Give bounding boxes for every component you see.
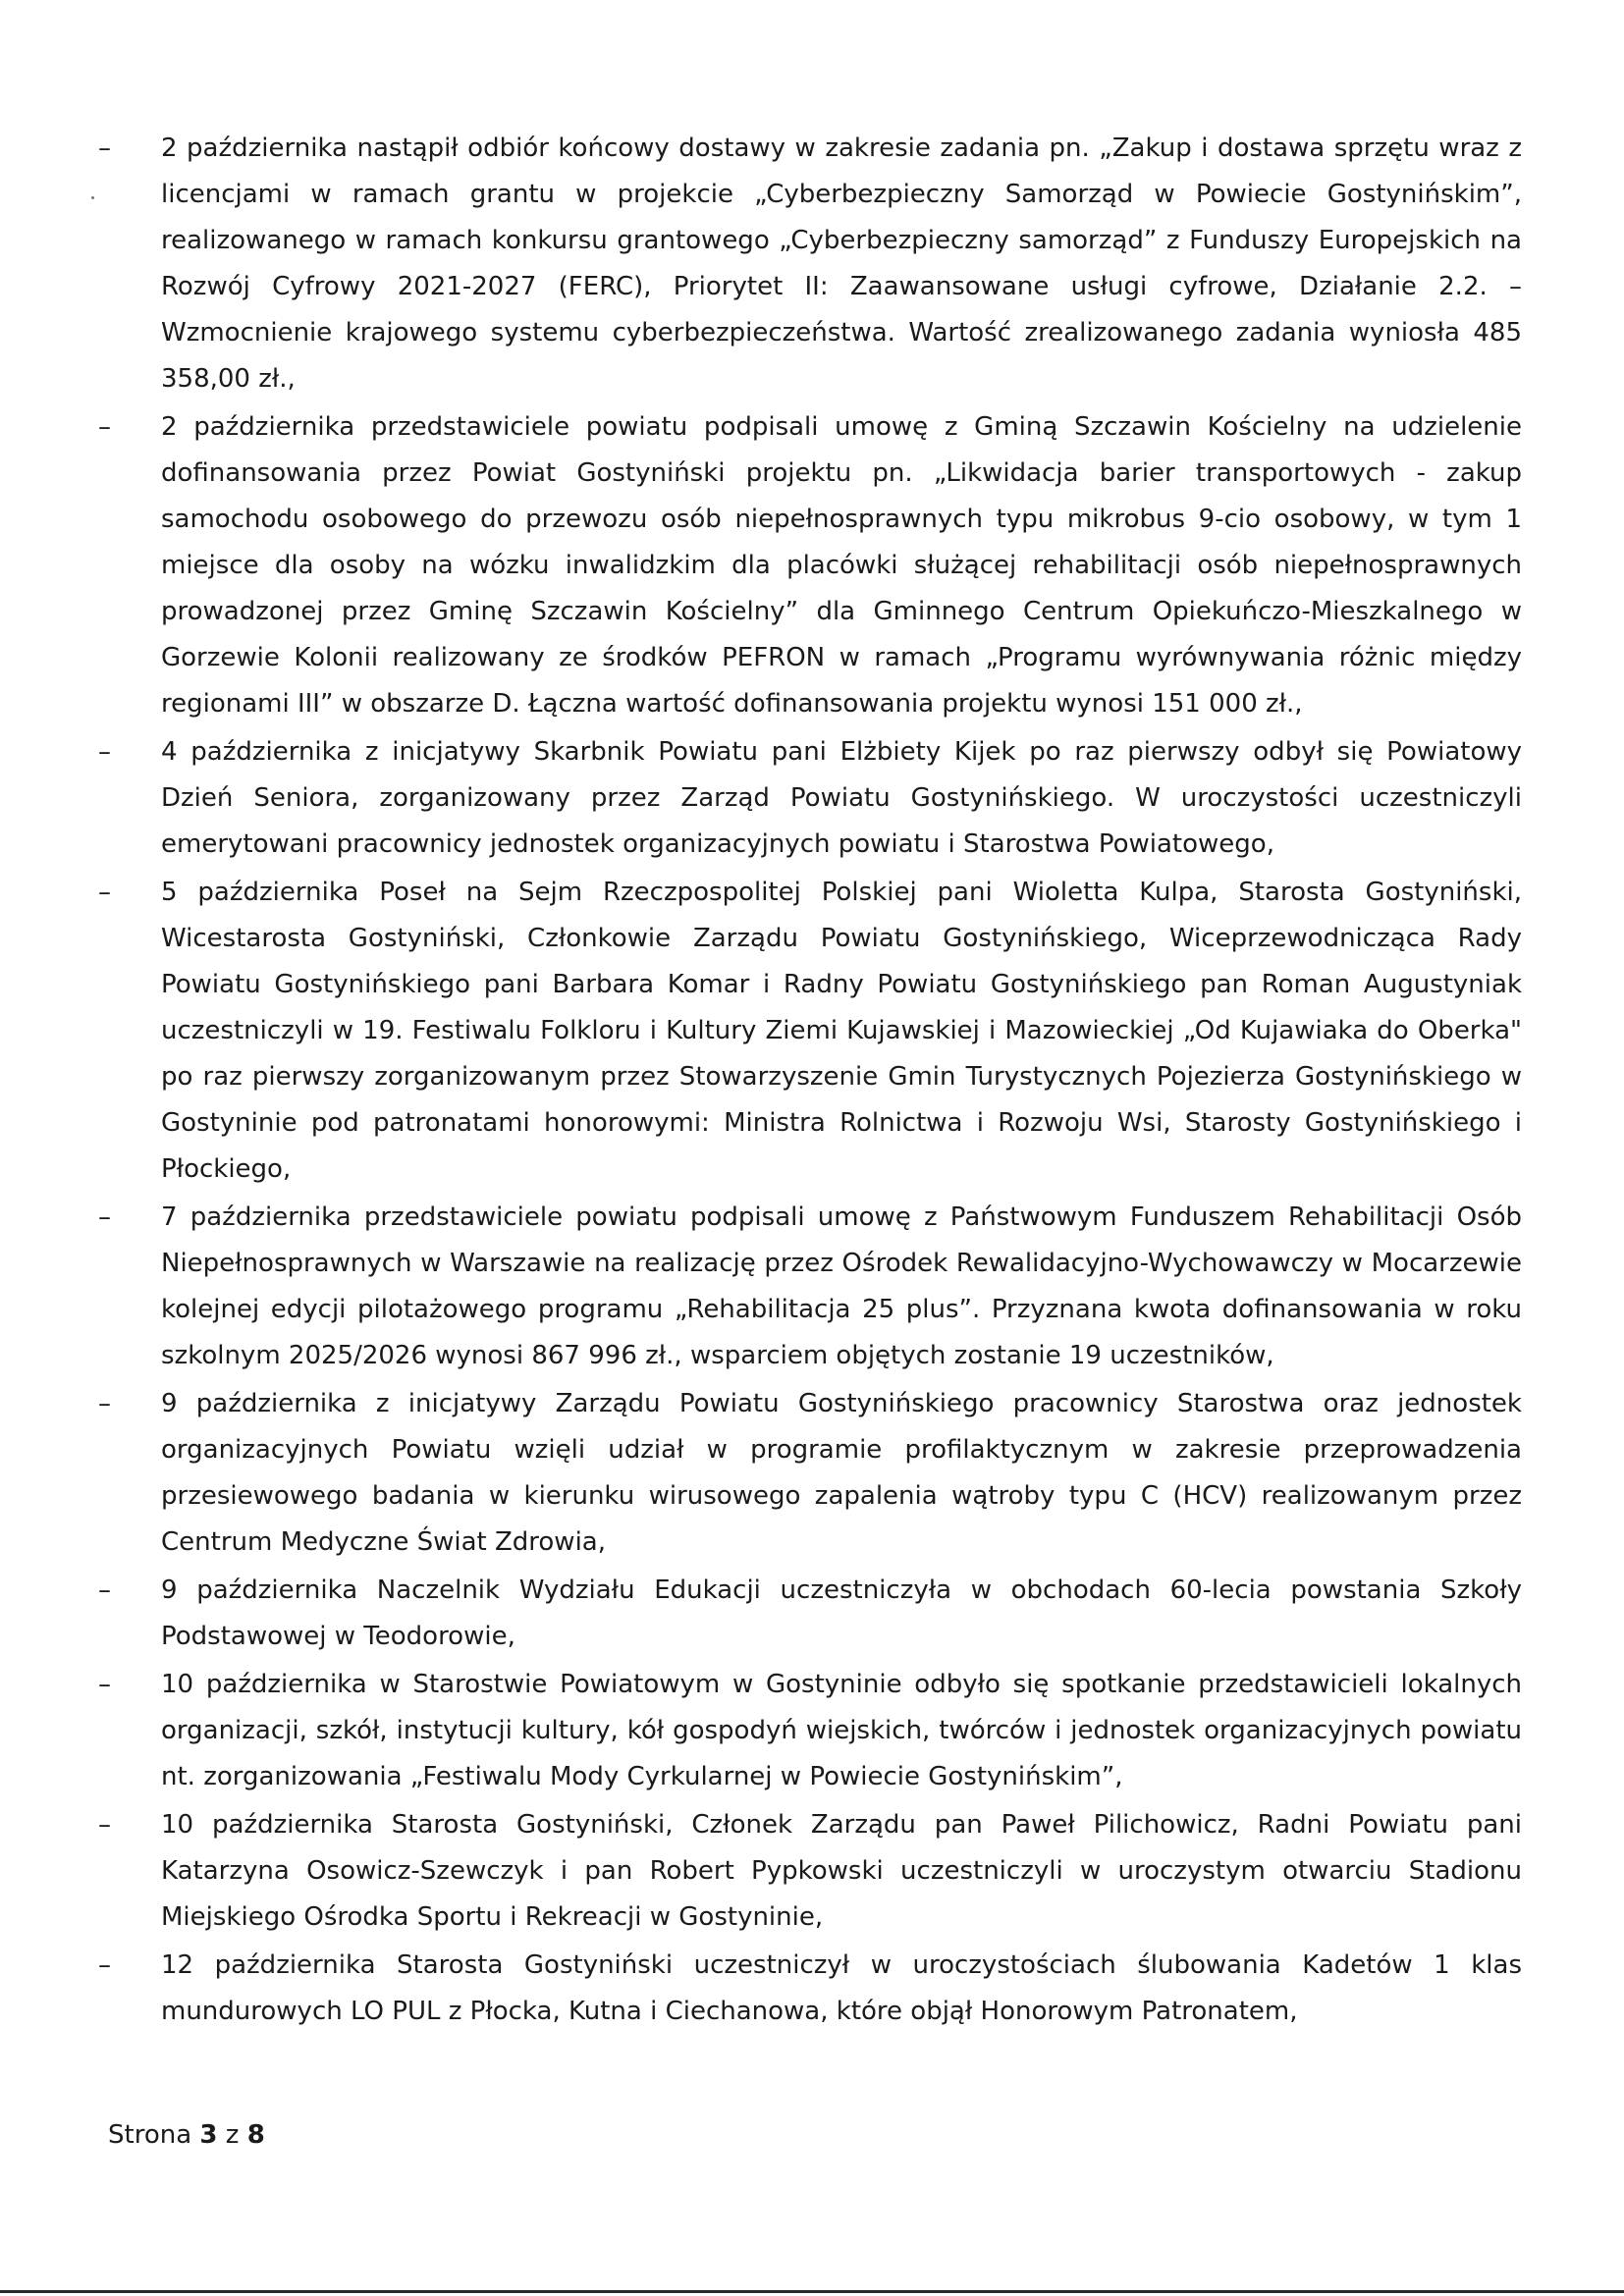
list-item-text: 2 października nastąpił odbiór końcowy dostawy w zakresie zadania pn. „Zakup i dostawa sprzętu wraz z licencjami w ramach grantu w projekcie „Cyberbezpieczny Samorząd w Powiecie Gostynińskim”, realizowanego w ramach konkursu grantowego „Cyberbezpieczny samorząd” z Funduszy Europejskich na Rozwój Cyfrowy 2021-2027 (FERC), Priorytet II: Zaawansowane usługi cyfrowe, Działanie 2.2. – Wzmocnienie krajowego systemu cyberbezpieczeństwa. Wartość zrealizowanego zadania wyniosła 485 358,00 zł., [161, 133, 1522, 394]
list-item-text: 4 października z inicjatywy Skarbnik Powiatu pani Elżbiety Kijek po raz pierwszy odbył się Powiatowy Dzień Seniora, zorganizowany przez Zarząd Powiatu Gostynińskiego. W uroczystości uczestniczyli emerytowani pracownicy jednostek organizacyjnych powiatu i Starostwa Powiatowego, [161, 737, 1522, 859]
list-item [98, 1662, 1522, 1800]
list-dash: – [98, 1670, 111, 1699]
list-item-text: 5 października Poseł na Sejm Rzeczpospolitej Polskiej pani Wioletta Kulpa, Starosta Gostyniński, Wicestarosta Gostyniński, Członkowie Zarządu Powiatu Gostynińskiego, Wiceprzewodnicząca Rady Powiatu Gostynińskiego pani Barbara Komar i Radny Powiatu Gostynińskiego pan Roman Augustyniak uczestniczyli w 19. Festiwalu Folkloru i Kultury Ziemi Kujawskiej i Mazowieckiej „Od Kujawiaka do Oberka" po raz pierwszy zorganizowanym przez Stowarzyszenie Gmin Turystycznych Pojezierza Gostynińskiego w Gostyninie pod patronatami honorowymi: Ministra Rolnictwa i Rozwoju Wsi, Starosty Gostynińskiego i Płockiego, [161, 878, 1522, 1184]
list-dash: – [98, 133, 111, 163]
list-item [98, 1802, 1522, 1941]
list-item [98, 1381, 1522, 1566]
list-item-text: 2 października przedstawiciele powiatu podpisali umowę z Gminą Szczawin Kościelny na udzielenie dofinansowania przez Powiat Gostyniński projektu pn. „Likwidacja barier transportowych - zakup samochodu osobowego do przewozu osób niepełnosprawnych typu mikrobus 9-cio osobowy, w tym 1 miejsce dla osoby na wózku inwalidzkim dla placówki służącej rehabilitacji osób niepełnosprawnych prowadzonej przez Gminę Szczawin Kościelny” dla Gminnego Centrum Opiekuńczo-Mieszkalnego w Gorzewie Kolonii realizowany ze środków PEFRON w ramach „Programu wyrównywania różnic między regionami III” w obszarze D. Łączna wartość dofinansowania projektu wynosi 151 000 zł., [161, 412, 1522, 719]
list-item-text: 7 października przedstawiciele powiatu podpisali umowę z Państwowym Funduszem Rehabilitacji Osób Niepełnosprawnych w Warszawie na realizację przez Ośrodek Rewalidacyjno-Wychowawczy w Mocarzewie kolejnej edycji pilotażowego programu „Rehabilitacja 25 plus”. Przyznana kwota dofinansowania w roku szkolnym 2025/2026 wynosi 867 996 zł., wsparciem objętych zostanie 19 uczestników, [161, 1202, 1522, 1370]
list-item-text: 10 października Starosta Gostyniński, Członek Zarządu pan Paweł Pilichowicz, Radni Powiatu pani Katarzyna Osowicz-Szewczyk i pan Robert Pypkowski uczestniczyli w uroczystym otwarciu Stadionu Miejskiego Ośrodka Sportu i Rekreacji w Gostyninie, [161, 1810, 1522, 1932]
list-item [98, 1195, 1522, 1379]
list-item [98, 729, 1522, 868]
list-dash: – [98, 878, 111, 907]
footer-page-total: 8 [246, 2120, 265, 2150]
list-item-text: 12 października Starosta Gostyniński uczestniczył w uroczystościach ślubowania Kadetów 1 klas mundurowych LO PUL z Płocka, Kutna i Ciechanowa, które objął Honorowym Patronatem, [161, 1950, 1522, 2026]
list-item [98, 404, 1522, 727]
list-item-text: 9 października z inicjatywy Zarządu Powiatu Gostynińskiego pracownicy Starostwa oraz jednostek organizacyjnych Powiatu wzięli udział w programie profilaktycznym w zakresie przeprowadzenia przesiewowego badania w kierunku wirusowego zapalenia wątroby typu C (HCV) realizowanym przez Centrum Medyczne Świat Zdrowia, [161, 1389, 1522, 1557]
list-dash: – [98, 1575, 111, 1605]
list-dash: – [98, 1389, 111, 1418]
footer-prefix: Strona [108, 2120, 192, 2150]
list-item-text: 10 października w Starostwie Powiatowym w Gostyninie odbyło się spotkanie przedstawicieli lokalnych organizacji, szkół, instytucji kultury, kół gospodyń wiejskich, twórców i jednostek organizacyjnych powiatu nt. zorganizowania „Festiwalu Mody Cyrkularnej w Powiecie Gostynińskim”, [161, 1670, 1522, 1791]
list-item [98, 1568, 1522, 1660]
scan-speck [91, 196, 94, 199]
bottom-edge-rule [0, 2290, 1624, 2293]
footer-separator: z [225, 2120, 240, 2150]
list-dash: – [98, 737, 111, 767]
list-dash: – [98, 1810, 111, 1840]
list-item [98, 870, 1522, 1193]
list-dash: – [98, 1950, 111, 1980]
event-list [98, 126, 1522, 2037]
page-number-footer [108, 2118, 265, 2152]
footer-page-number: 3 [199, 2120, 218, 2150]
list-item [98, 126, 1522, 402]
list-item [98, 1943, 1522, 2035]
list-dash: – [98, 412, 111, 442]
list-item-text: 9 października Naczelnik Wydziału Edukacji uczestniczyła w obchodach 60-lecia powstania Szkoły Podstawowej w Teodorowie, [161, 1575, 1522, 1651]
list-dash: – [98, 1202, 111, 1232]
